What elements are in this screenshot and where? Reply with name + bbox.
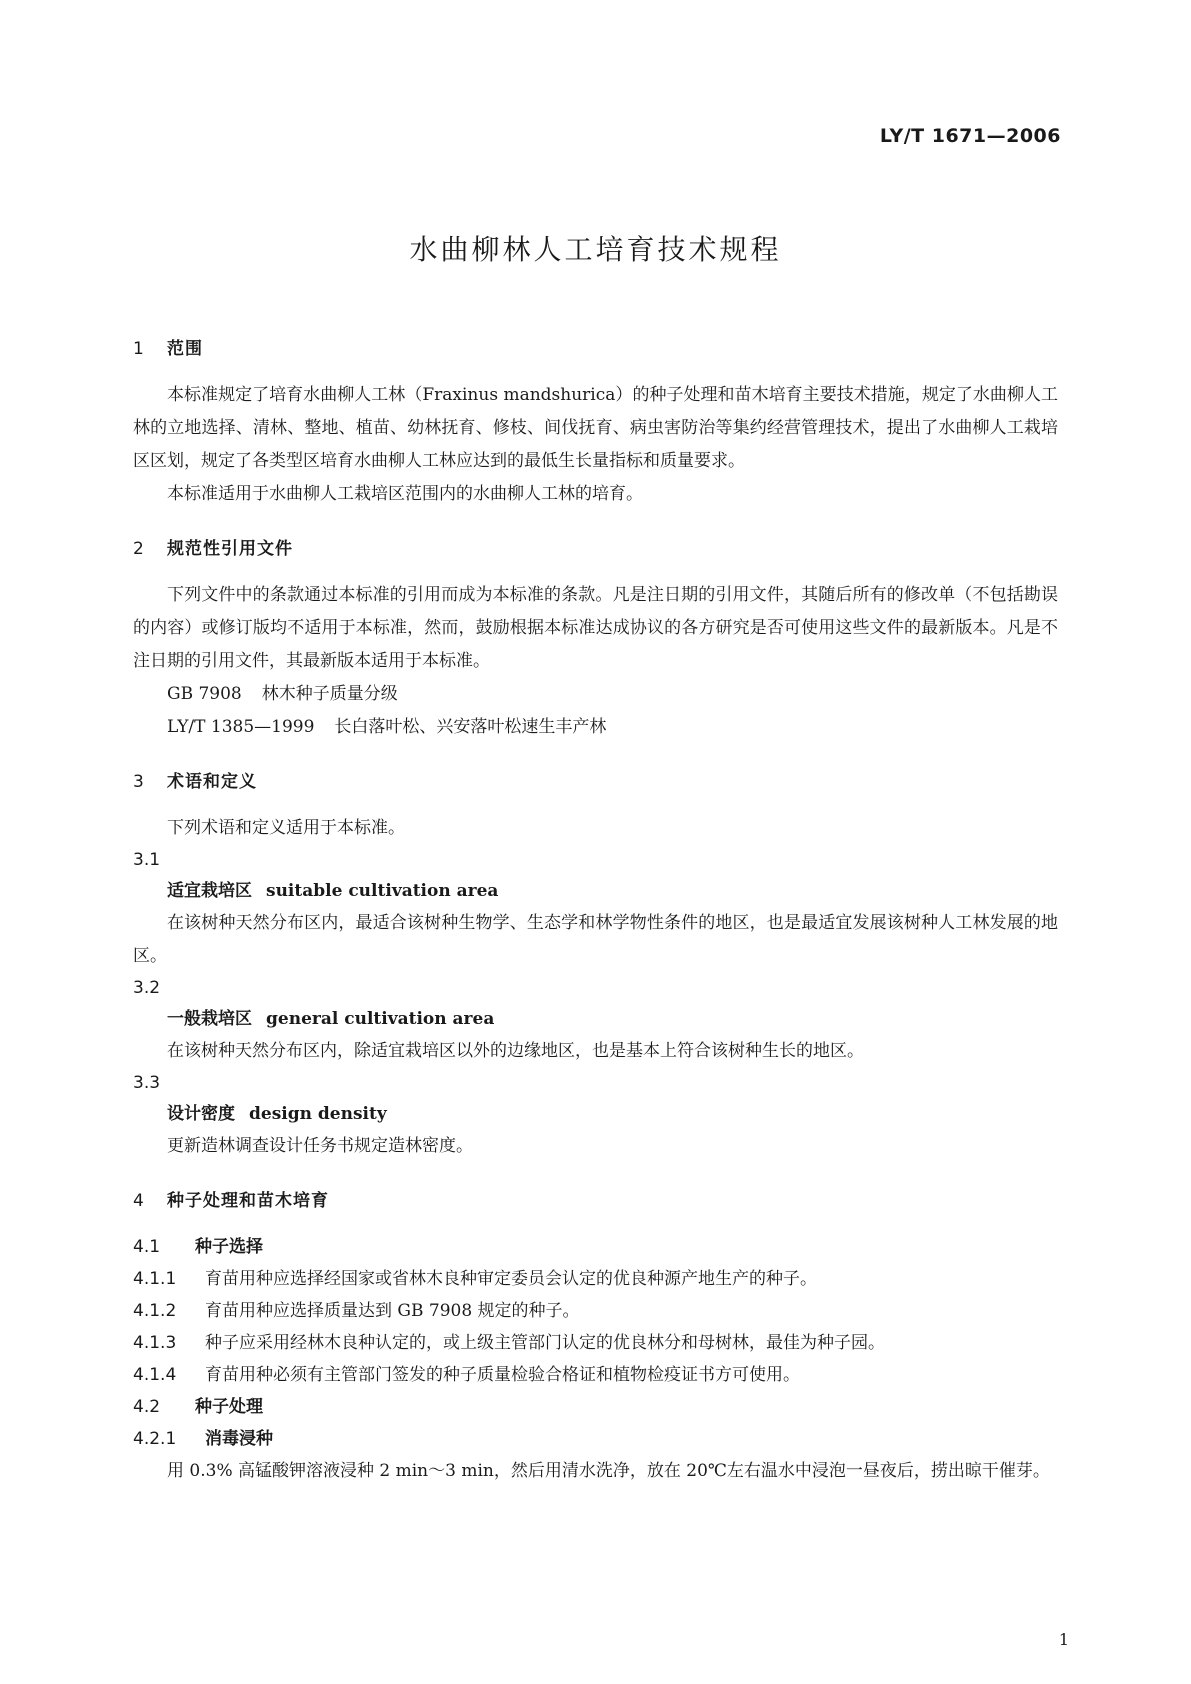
section-number: 2 [133,539,145,559]
clause-number: 4.1.2 [133,1301,177,1321]
subsection-title: 种子选择 [195,1237,263,1257]
reference-item [133,711,1058,744]
clause-item [133,1295,1058,1327]
term-definition: 在该树种天然分布区内，最适合该树种生物学、生态学和林学物性条件的地区，也是最适宜发展该树种人工林发展的地区。 [133,913,1058,966]
subsection-4-1-heading [133,1231,1058,1263]
term-heading [133,875,1058,907]
section-1-heading [133,335,1058,363]
clause-text: 育苗用种应选择质量达到 GB 7908 规定的种子。 [205,1301,580,1321]
section-1-paragraph-2: 本标准适用于水曲柳人工栽培区范围内的水曲柳人工林的培育。 [167,484,643,504]
reference-code: LY/T 1385—1999 [167,717,315,737]
clause-text: 育苗用种应选择经国家或省林木良种审定委员会认定的优良种源产地生产的种子。 [205,1269,817,1289]
term-number: 3.3 [133,1073,161,1093]
subsection-number: 4.2 [133,1397,161,1417]
clause-item [133,1263,1058,1295]
subsection-number: 4.1 [133,1237,161,1257]
section-number: 3 [133,772,145,792]
term-zh: 适宜栽培区 [167,881,252,901]
reference-code: GB 7908 [167,684,242,704]
clause-item [133,1359,1058,1391]
clause-text: 育苗用种必须有主管部门签发的种子质量检验合格证和植物检疫证书方可使用。 [205,1365,800,1385]
subsection-title: 消毒浸种 [205,1429,273,1449]
document-title: 水曲柳林人工培育技术规程 [409,233,782,266]
section-title: 种子处理和苗木培育 [167,1191,329,1211]
page-number: 1 [1058,1630,1069,1649]
section-3-heading [133,768,1058,796]
standard-code: LY/T 1671—2006 [879,125,1061,147]
section-2-paragraph-1: 下列文件中的条款通过本标准的引用而成为本标准的条款。凡是注日期的引用文件，其随后所有的修改单（不包括勘误的内容）或修订版均不适用于本标准，然而，鼓励根据本标准达成协议的各方研究是否可使用这些文件的最新版本。凡是不注日期的引用文件，其最新版本适用于本标准。 [133,585,1058,671]
subsection-4-2-1-heading [133,1423,1058,1455]
term-zh: 设计密度 [167,1104,235,1124]
term-definition: 在该树种天然分布区内，除适宜栽培区以外的边缘地区，也是基本上符合该树种生长的地区。 [167,1041,864,1061]
subsection-number: 4.2.1 [133,1429,177,1449]
term-heading [133,1003,1058,1035]
term-zh: 一般栽培区 [167,1009,252,1029]
subsection-4-2-heading [133,1391,1058,1423]
term-number: 3.2 [133,978,161,998]
subsection-title: 种子处理 [195,1397,263,1417]
term-number: 3.1 [133,850,161,870]
clause-text: 种子应采用经林木良种认定的，或上级主管部门认定的优良林分和母树林，最佳为种子园。 [205,1333,885,1353]
term-en: general cultivation area [266,1009,495,1029]
section-4-heading [133,1187,1058,1215]
document-body [133,335,1058,1488]
section-title: 规范性引用文件 [167,539,293,559]
clause-number: 4.1.3 [133,1333,177,1353]
clause-number: 4.1.4 [133,1365,177,1385]
term-heading [133,1098,1058,1130]
section-number: 4 [133,1191,145,1211]
section-3-intro: 下列术语和定义适用于本标准。 [167,818,405,838]
section-title: 范围 [167,339,203,359]
section-title: 术语和定义 [167,772,257,792]
reference-item [133,678,1058,711]
clause-item [133,1327,1058,1359]
section-1-paragraph-1: 本标准规定了培育水曲柳人工林（Fraxinus mandshurica）的种子处理和苗木培育主要技术措施，规定了水曲柳人工林的立地选择、清林、整地、植苗、幼林抚育、修枝、间伐抚育、病虫害防治等集约经营管理技术，提出了水曲柳人工栽培区区划，规定了各类型区培育水曲柳人工林应达到的最低生长量指标和质量要求。 [133,385,1058,471]
reference-title: 林木种子质量分级 [261,684,398,704]
term-definition: 更新造林调查设计任务书规定造林密度。 [167,1136,473,1156]
term-en: design density [249,1104,387,1124]
section-2-heading [133,535,1058,563]
clause-number: 4.1.1 [133,1269,177,1289]
section-number: 1 [133,339,145,359]
reference-title: 长白落叶松、兴安落叶松速生丰产林 [334,717,607,737]
subsection-4-2-1-text: 用 0.3% 高锰酸钾溶液浸种 2 min～3 min，然后用清水洗净，放在 20℃左右温水中浸泡一昼夜后，捞出晾干催芽。 [167,1461,1050,1481]
term-en: suitable cultivation area [266,881,499,901]
